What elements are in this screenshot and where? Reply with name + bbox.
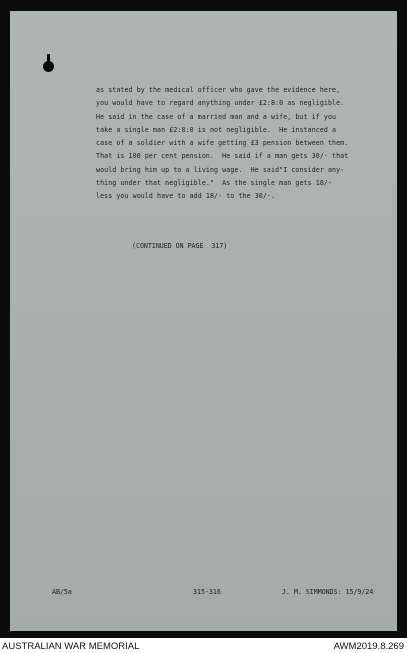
binder-hole-icon	[43, 61, 54, 72]
continued-note: (CONTINUED ON PAGE 317)	[132, 242, 228, 250]
body-line: That is 100 per cent pension. He said if a man gets 30/- that	[96, 152, 349, 161]
body-line: case of a soldier with a wife getting £3 pension between them.	[96, 139, 349, 148]
typed-body	[96, 84, 396, 204]
footer-reference: AB/5a	[52, 588, 72, 596]
archive-caption: AUSTRALIAN WAR MEMORIAL	[2, 641, 140, 652]
body-line: take a single man £2:8:0 is not negligible. He instanced a	[96, 125, 337, 134]
body-line: would bring him up to a living wage. He said"I consider any-	[96, 165, 345, 174]
footer-page-numbers: 315-316	[193, 588, 221, 596]
body-line: as stated by the medical officer who gave the evidence here,	[96, 86, 341, 94]
body-line: He said in the case of a married man and a wife, but if you	[96, 112, 337, 121]
footer-typist-date: J. M. SIMMONDS: 15/9/24	[282, 588, 374, 596]
body-line: thing under that negligible." As the single man gets 18/-	[96, 179, 333, 188]
body-line: less you would have to add 18/- to the 30/-.	[96, 192, 276, 201]
body-line: you would have to regard anything under £2:8:0 as negligible.	[96, 99, 345, 108]
archive-accession-number: AWM2019.8.269	[333, 641, 404, 652]
